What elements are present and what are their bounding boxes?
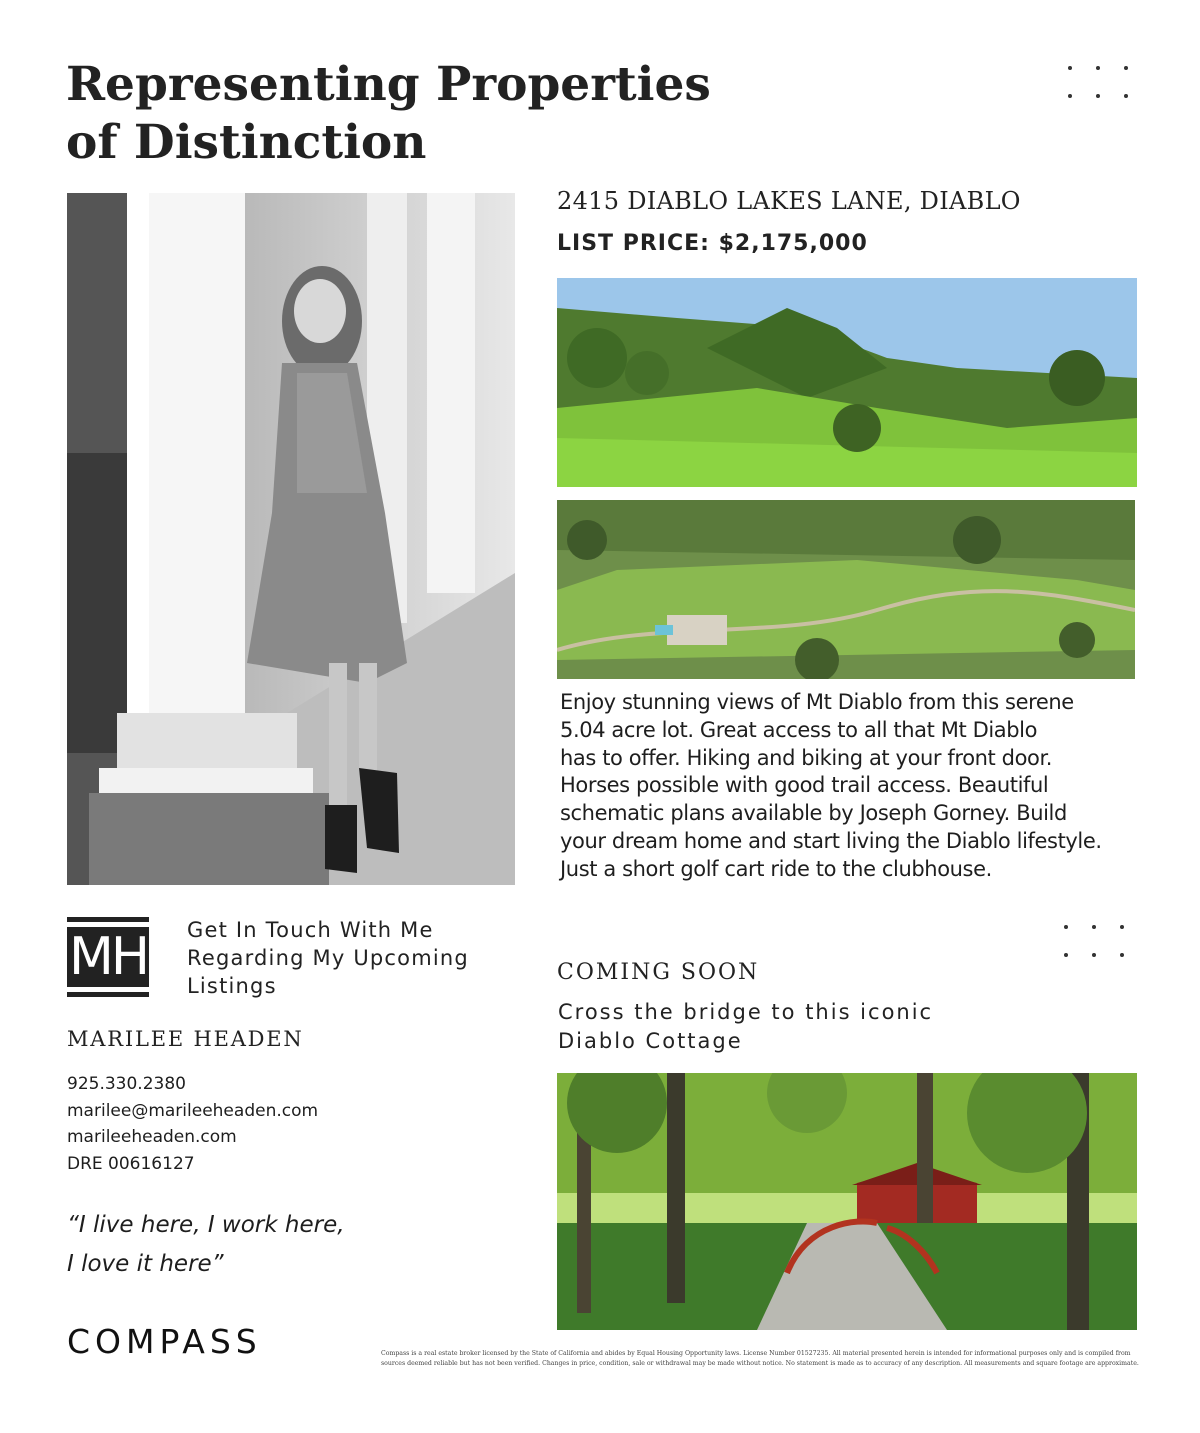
agent-quote: “I live here, I work here, I love it here” (67, 1212, 345, 1277)
contact-call-to-action: Get In Touch With Me Regarding My Upcoming Listings (187, 918, 469, 998)
coming-soon-subtitle: Cross the bridge to this iconic Diablo Cottage (558, 1000, 934, 1053)
description-line: schematic plans available by Joseph Gorney. Build (560, 801, 1067, 826)
mh-logo (67, 917, 149, 997)
title-line-2: of Distinction (66, 115, 427, 170)
description-line: 5.04 acre lot. Great access to all that Mt Diablo (560, 717, 1038, 742)
email-address: marilee@marileeheaden.com (67, 1100, 319, 1121)
description-line: Enjoy stunning views of Mt Diablo from this serene (560, 690, 1074, 714)
page-title (66, 56, 826, 172)
hillside-landscape-photo (557, 278, 1137, 487)
listing-price: LIST PRICE: $2,175,000 (557, 231, 868, 256)
compass-logo: COMPASS (67, 1322, 262, 1361)
cottage-bridge-photo (557, 1073, 1137, 1330)
description-line: your dream home and start living the Diablo lifestyle. (560, 828, 1102, 853)
coming-soon-heading: COMING SOON (557, 960, 760, 985)
aerial-property-photo (557, 500, 1135, 679)
decorative-dots (1068, 66, 1128, 98)
agent-portrait-photo (67, 193, 515, 885)
listing-description (560, 689, 1150, 884)
contact-details (67, 1071, 318, 1177)
listing-address: 2415 DIABLO LAKES LANE, DIABLO (557, 187, 1021, 215)
agent-name: MARILEE HEADEN (67, 1027, 304, 1051)
license-number: DRE 00616127 (67, 1153, 195, 1174)
decorative-dots (1064, 925, 1124, 957)
description-line: Just a short golf cart ride to the clubhouse. (560, 856, 992, 881)
description-line: Horses possible with good trail access. Beautiful (560, 773, 1049, 798)
title-line-1: Representing Properties (66, 57, 711, 112)
logo-monogram: MH (67, 927, 149, 987)
phone-number: 925.330.2380 (67, 1074, 186, 1094)
legal-disclaimer: Compass is a real estate broker licensed by the State of California and abides by Equal Housing Opportunity laws. License Number 01527235. All material presented herein is intended for informational purposes only and is compiled from sources deemed reliable but has not been verified. Changes in price, condition, sale or withdrawal may be made without notice. No statement is made as to accuracy of any description. All measurements and square footage are approximate. (381, 1350, 1139, 1367)
description-line: has to offer. Hiking and biking at your front door. (560, 745, 1053, 770)
website: marileeheaden.com (67, 1127, 237, 1147)
